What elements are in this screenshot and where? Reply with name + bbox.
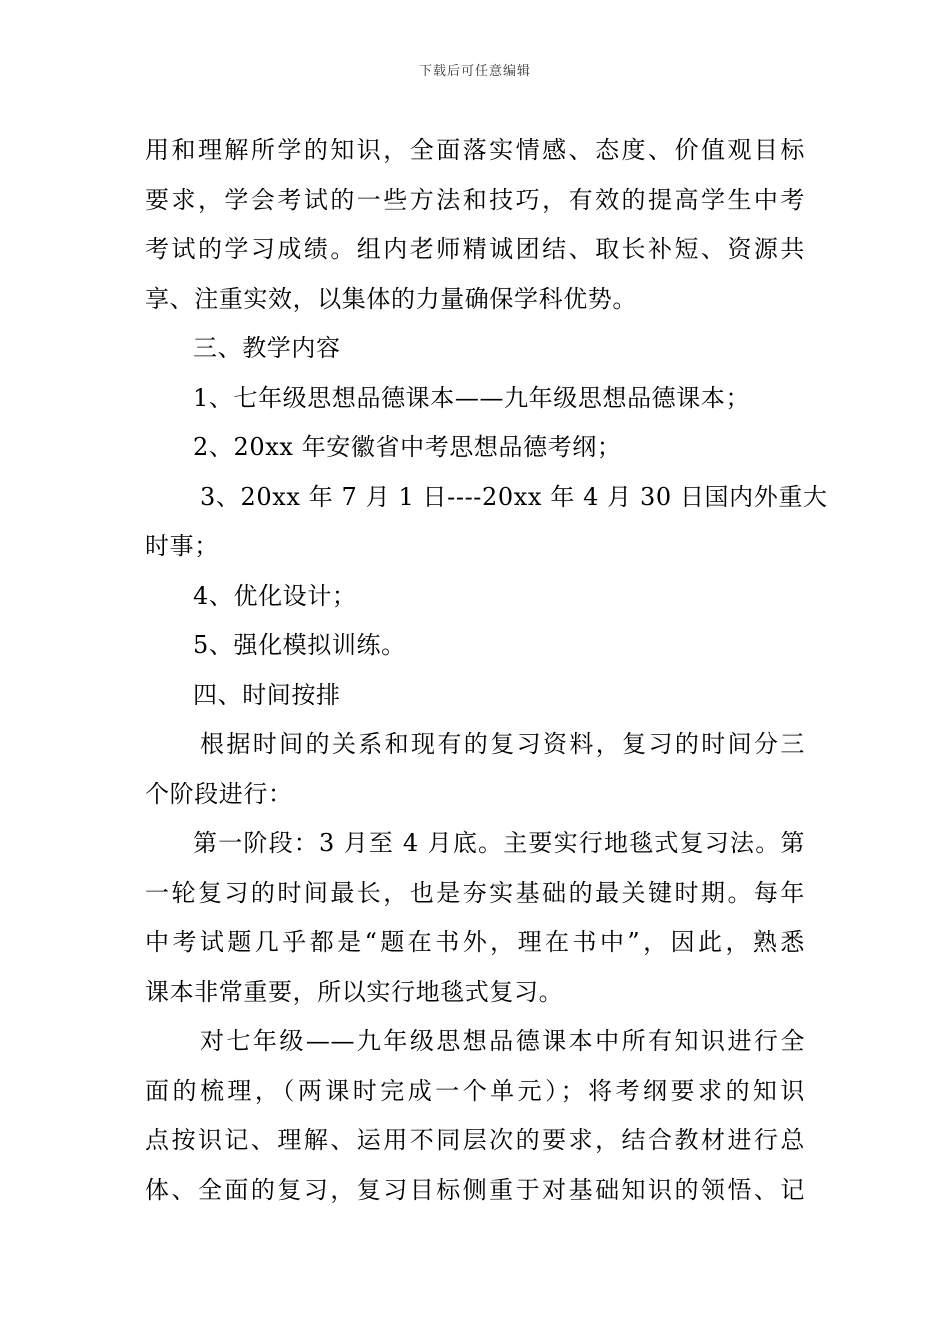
page-header-note: 下载后可任意编辑 <box>418 64 531 79</box>
list-item: 3、20xx 年 7 月 1 日----20xx 年 4 月 30 日国内外重大 <box>200 482 828 511</box>
paragraph-line: 面的梳理，（两课时完成一个单元）；将考纲要求的知识 <box>145 1076 805 1105</box>
paragraph-line: 对七年级——九年级思想品德课本中所有知识进行全 <box>200 1027 805 1055</box>
paragraph-line: 考试的学习成绩。组内老师精诚团结、取长补短、资源共 <box>145 235 805 263</box>
paragraph-line: 第一阶段：3 月至 4 月底。主要实行地毯式复习法。第 <box>193 829 805 857</box>
section-heading: 四、时间按排 <box>193 680 341 709</box>
paragraph-line: 个阶段进行： <box>145 779 293 808</box>
paragraph-line: 体、全面的复习，复习目标侧重于对基础知识的领悟、记 <box>145 1175 805 1204</box>
section-heading: 三、教学内容 <box>193 334 341 362</box>
paragraph-line: 中考试题几乎都是“题在书外，理在书中”，因此，熟悉 <box>145 928 805 956</box>
paragraph-line: 用和理解所学的知识，全面落实情感、态度、价值观目标 <box>145 136 805 164</box>
paragraph-line: 课本非常重要，所以实行地毯式复习。 <box>145 977 564 1006</box>
paragraph-line: 点按识记、理解、运用不同层次的要求，结合教材进行总 <box>145 1126 805 1154</box>
list-item: 1、七年级思想品德课本——九年级思想品德课本； <box>193 383 751 412</box>
paragraph-line: 一轮复习的时间最长，也是夯实基础的最关键时期。每年 <box>145 878 805 907</box>
list-item: 2、20xx 年安徽省中考思想品德考纲； <box>193 433 622 461</box>
list-item: 4、优化设计； <box>193 581 357 610</box>
list-item-continuation: 时事； <box>145 532 219 560</box>
list-item: 5、强化模拟训练。 <box>193 631 406 659</box>
paragraph-line: 要求，学会考试的一些方法和技巧，有效的提高学生中考 <box>145 185 805 214</box>
paragraph-line: 享、注重实效，以集体的力量确保学科优势。 <box>145 284 637 313</box>
paragraph-line: 根据时间的关系和现有的复习资料，复习的时间分三 <box>200 730 805 758</box>
document-body <box>145 126 828 1215</box>
